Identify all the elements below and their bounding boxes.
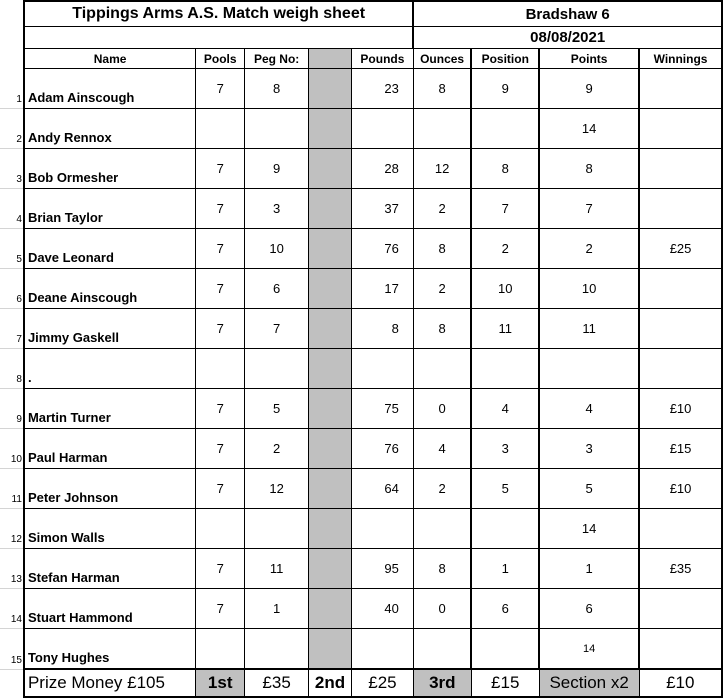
winnings-cell[interactable]: £10 (639, 469, 722, 509)
spacer-cell[interactable] (309, 389, 352, 429)
angler-name[interactable]: Jimmy Gaskell (24, 309, 196, 349)
row-number[interactable]: 8 (0, 349, 24, 389)
winnings-cell[interactable]: £35 (639, 549, 722, 589)
row-number-cell[interactable] (0, 669, 24, 697)
points-cell[interactable]: 5 (539, 469, 639, 509)
name-header[interactable]: Name (24, 49, 196, 69)
pounds-cell[interactable] (351, 109, 413, 149)
spacer-cell[interactable] (309, 229, 352, 269)
peg-header[interactable]: Peg No: (245, 49, 309, 69)
pools-cell[interactable] (196, 109, 245, 149)
peg-cell[interactable] (245, 629, 309, 670)
spacer-header[interactable] (309, 49, 352, 69)
winnings-cell[interactable] (639, 69, 722, 109)
ounces-cell[interactable] (413, 349, 471, 389)
position-cell[interactable]: 6 (471, 589, 539, 629)
spacer-cell[interactable] (309, 509, 352, 549)
table-row (0, 549, 722, 589)
venue-cell[interactable]: Bradshaw 6 (413, 1, 722, 27)
winnings-cell[interactable]: £25 (639, 229, 722, 269)
pounds-cell[interactable]: 76 (351, 429, 413, 469)
pounds-cell[interactable]: 95 (351, 549, 413, 589)
table-row (0, 589, 722, 629)
position-cell[interactable]: 8 (471, 149, 539, 189)
pools-cell[interactable]: 7 (196, 189, 245, 229)
spacer-cell[interactable] (309, 429, 352, 469)
pounds-cell[interactable] (351, 629, 413, 670)
position-cell[interactable]: 7 (471, 189, 539, 229)
peg-cell[interactable]: 8 (245, 69, 309, 109)
pools-cell[interactable]: 7 (196, 549, 245, 589)
points-cell[interactable]: 10 (539, 269, 639, 309)
second-place-amount[interactable]: £25 (351, 669, 413, 697)
pounds-cell[interactable]: 37 (351, 189, 413, 229)
peg-cell[interactable]: 3 (245, 189, 309, 229)
angler-name[interactable]: Andy Rennox (24, 109, 196, 149)
position-cell[interactable]: 5 (471, 469, 539, 509)
points-cell[interactable]: 2 (539, 229, 639, 269)
first-place-amount[interactable]: £35 (245, 669, 309, 697)
row-number[interactable]: 3 (0, 149, 24, 189)
row-number[interactable]: 2 (0, 109, 24, 149)
winnings-cell[interactable]: £10 (639, 389, 722, 429)
table-row (0, 69, 722, 109)
pools-cell[interactable]: 7 (196, 229, 245, 269)
row-number[interactable]: 15 (0, 629, 24, 670)
winnings-header[interactable]: Winnings (639, 49, 722, 69)
position-cell[interactable] (471, 629, 539, 670)
position-cell[interactable]: 10 (471, 269, 539, 309)
pools-cell[interactable] (196, 349, 245, 389)
pounds-cell[interactable]: 8 (351, 309, 413, 349)
angler-name[interactable]: Simon Walls (24, 509, 196, 549)
winnings-cell[interactable] (639, 509, 722, 549)
second-place-label[interactable]: 2nd (309, 669, 352, 697)
peg-cell[interactable] (245, 349, 309, 389)
points-cell[interactable]: 8 (539, 149, 639, 189)
position-cell[interactable]: 1 (471, 549, 539, 589)
ounces-cell[interactable]: 8 (413, 229, 471, 269)
spacer-cell[interactable] (309, 549, 352, 589)
spacer-cell[interactable] (309, 309, 352, 349)
ounces-cell[interactable] (413, 509, 471, 549)
table-row (0, 389, 722, 429)
spacer-cell[interactable] (309, 469, 352, 509)
pounds-cell[interactable]: 28 (351, 149, 413, 189)
spacer-cell[interactable] (309, 629, 352, 670)
third-place-label[interactable]: 3rd (413, 669, 471, 697)
table-row (0, 269, 722, 309)
position-cell[interactable] (471, 509, 539, 549)
ounces-cell[interactable]: 4 (413, 429, 471, 469)
ounces-cell[interactable]: 2 (413, 469, 471, 509)
pools-cell[interactable]: 7 (196, 469, 245, 509)
pools-cell[interactable]: 7 (196, 589, 245, 629)
prize-footer-row (0, 669, 722, 697)
position-cell[interactable]: 4 (471, 389, 539, 429)
ounces-cell[interactable] (413, 109, 471, 149)
position-cell[interactable] (471, 109, 539, 149)
pounds-cell[interactable]: 75 (351, 389, 413, 429)
peg-cell[interactable]: 2 (245, 429, 309, 469)
row-number-cell[interactable] (0, 49, 24, 69)
ounces-cell[interactable] (413, 629, 471, 670)
prize-money-total[interactable]: Prize Money £105 (24, 669, 196, 697)
first-place-label[interactable]: 1st (196, 669, 245, 697)
pools-cell[interactable] (196, 629, 245, 670)
spacer-cell[interactable] (309, 269, 352, 309)
row-number[interactable]: 12 (0, 509, 24, 549)
position-cell[interactable]: 3 (471, 429, 539, 469)
row-number[interactable]: 1 (0, 69, 24, 109)
peg-cell[interactable]: 11 (245, 549, 309, 589)
spacer-cell[interactable] (309, 349, 352, 389)
points-cell[interactable]: 14 (539, 509, 639, 549)
winnings-cell[interactable] (639, 149, 722, 189)
pools-cell[interactable]: 7 (196, 149, 245, 189)
table-row (0, 309, 722, 349)
table-row (0, 109, 722, 149)
points-cell[interactable]: 11 (539, 309, 639, 349)
peg-cell[interactable]: 5 (245, 389, 309, 429)
date-cell[interactable]: 08/08/2021 (413, 27, 722, 49)
row-number[interactable]: 9 (0, 389, 24, 429)
pools-cell[interactable]: 7 (196, 429, 245, 469)
peg-cell[interactable]: 9 (245, 149, 309, 189)
spacer-cell[interactable] (309, 109, 352, 149)
peg-cell[interactable]: 1 (245, 589, 309, 629)
position-cell[interactable]: 9 (471, 69, 539, 109)
peg-cell[interactable]: 6 (245, 269, 309, 309)
peg-cell[interactable] (245, 509, 309, 549)
sheet-title[interactable]: Tippings Arms A.S. Match weigh sheet (24, 1, 413, 27)
table-row (0, 189, 722, 229)
peg-cell[interactable] (245, 109, 309, 149)
table-row (0, 629, 722, 670)
row-number[interactable]: 7 (0, 309, 24, 349)
row-number[interactable]: 14 (0, 589, 24, 629)
angler-name[interactable]: Brian Taylor (24, 189, 196, 229)
spacer-cell[interactable] (309, 69, 352, 109)
position-cell[interactable]: 2 (471, 229, 539, 269)
points-cell[interactable]: 7 (539, 189, 639, 229)
row-number[interactable]: 10 (0, 429, 24, 469)
row-number[interactable]: 13 (0, 549, 24, 589)
winnings-cell[interactable] (639, 349, 722, 389)
points-cell[interactable]: 4 (539, 389, 639, 429)
angler-name[interactable]: Tony Hughes (24, 629, 196, 670)
angler-name[interactable]: Stuart Hammond (24, 589, 196, 629)
ounces-cell[interactable]: 8 (413, 309, 471, 349)
angler-name[interactable]: Stefan Harman (24, 549, 196, 589)
angler-name[interactable]: Bob Ormesher (24, 149, 196, 189)
row-number-cell[interactable] (0, 27, 24, 49)
points-cell[interactable]: 1 (539, 549, 639, 589)
section-amount[interactable]: £10 (639, 669, 722, 697)
winnings-cell[interactable] (639, 589, 722, 629)
winnings-cell[interactable] (639, 309, 722, 349)
points-cell[interactable]: 14 (539, 109, 639, 149)
position-header[interactable]: Position (471, 49, 539, 69)
pools-header[interactable]: Pools (196, 49, 245, 69)
pounds-cell[interactable]: 17 (351, 269, 413, 309)
angler-name[interactable]: . (24, 349, 196, 389)
angler-name[interactable]: Peter Johnson (24, 469, 196, 509)
pools-cell[interactable]: 7 (196, 309, 245, 349)
row-number[interactable]: 11 (0, 469, 24, 509)
winnings-cell[interactable]: £15 (639, 429, 722, 469)
ounces-header[interactable]: Ounces (413, 49, 471, 69)
row-number[interactable]: 5 (0, 229, 24, 269)
table-row (0, 229, 722, 269)
ounces-cell[interactable]: 8 (413, 69, 471, 109)
points-cell[interactable]: 3 (539, 429, 639, 469)
pounds-cell[interactable] (351, 509, 413, 549)
pounds-cell[interactable]: 23 (351, 69, 413, 109)
ounces-cell[interactable]: 8 (413, 549, 471, 589)
ounces-cell[interactable]: 2 (413, 269, 471, 309)
pools-cell[interactable] (196, 509, 245, 549)
points-cell[interactable]: 6 (539, 589, 639, 629)
winnings-cell[interactable] (639, 629, 722, 670)
blank-cell[interactable] (24, 27, 413, 49)
ounces-cell[interactable]: 2 (413, 189, 471, 229)
pounds-cell[interactable]: 76 (351, 229, 413, 269)
ounces-cell[interactable]: 0 (413, 589, 471, 629)
row-number-cell[interactable] (0, 1, 24, 27)
points-cell[interactable] (539, 349, 639, 389)
pools-cell[interactable]: 7 (196, 69, 245, 109)
angler-name[interactable]: Martin Turner (24, 389, 196, 429)
table-row (0, 149, 722, 189)
position-cell[interactable] (471, 349, 539, 389)
peg-cell[interactable]: 7 (245, 309, 309, 349)
winnings-cell[interactable] (639, 189, 722, 229)
ounces-cell[interactable]: 12 (413, 149, 471, 189)
points-cell[interactable]: 9 (539, 69, 639, 109)
row-number[interactable]: 4 (0, 189, 24, 229)
points-cell[interactable]: 14 (539, 629, 639, 670)
winnings-cell[interactable] (639, 109, 722, 149)
section-label[interactable]: Section x2 (539, 669, 639, 697)
position-cell[interactable]: 11 (471, 309, 539, 349)
points-header[interactable]: Points (539, 49, 639, 69)
spacer-cell[interactable] (309, 149, 352, 189)
angler-name[interactable]: Paul Harman (24, 429, 196, 469)
row-number[interactable]: 6 (0, 269, 24, 309)
table-row (0, 509, 722, 549)
pools-cell[interactable]: 7 (196, 269, 245, 309)
table-row (0, 349, 722, 389)
angler-name[interactable]: Dave Leonard (24, 229, 196, 269)
peg-cell[interactable]: 10 (245, 229, 309, 269)
pounds-cell[interactable] (351, 349, 413, 389)
table-row (0, 429, 722, 469)
pools-cell[interactable]: 7 (196, 389, 245, 429)
winnings-cell[interactable] (639, 269, 722, 309)
table-row (0, 469, 722, 509)
pounds-header[interactable]: Pounds (351, 49, 413, 69)
spacer-cell[interactable] (309, 589, 352, 629)
pounds-cell[interactable]: 64 (351, 469, 413, 509)
third-place-amount[interactable]: £15 (471, 669, 539, 697)
pounds-cell[interactable]: 40 (351, 589, 413, 629)
angler-name[interactable]: Adam Ainscough (24, 69, 196, 109)
angler-name[interactable]: Deane Ainscough (24, 269, 196, 309)
ounces-cell[interactable]: 0 (413, 389, 471, 429)
spacer-cell[interactable] (309, 189, 352, 229)
peg-cell[interactable]: 12 (245, 469, 309, 509)
